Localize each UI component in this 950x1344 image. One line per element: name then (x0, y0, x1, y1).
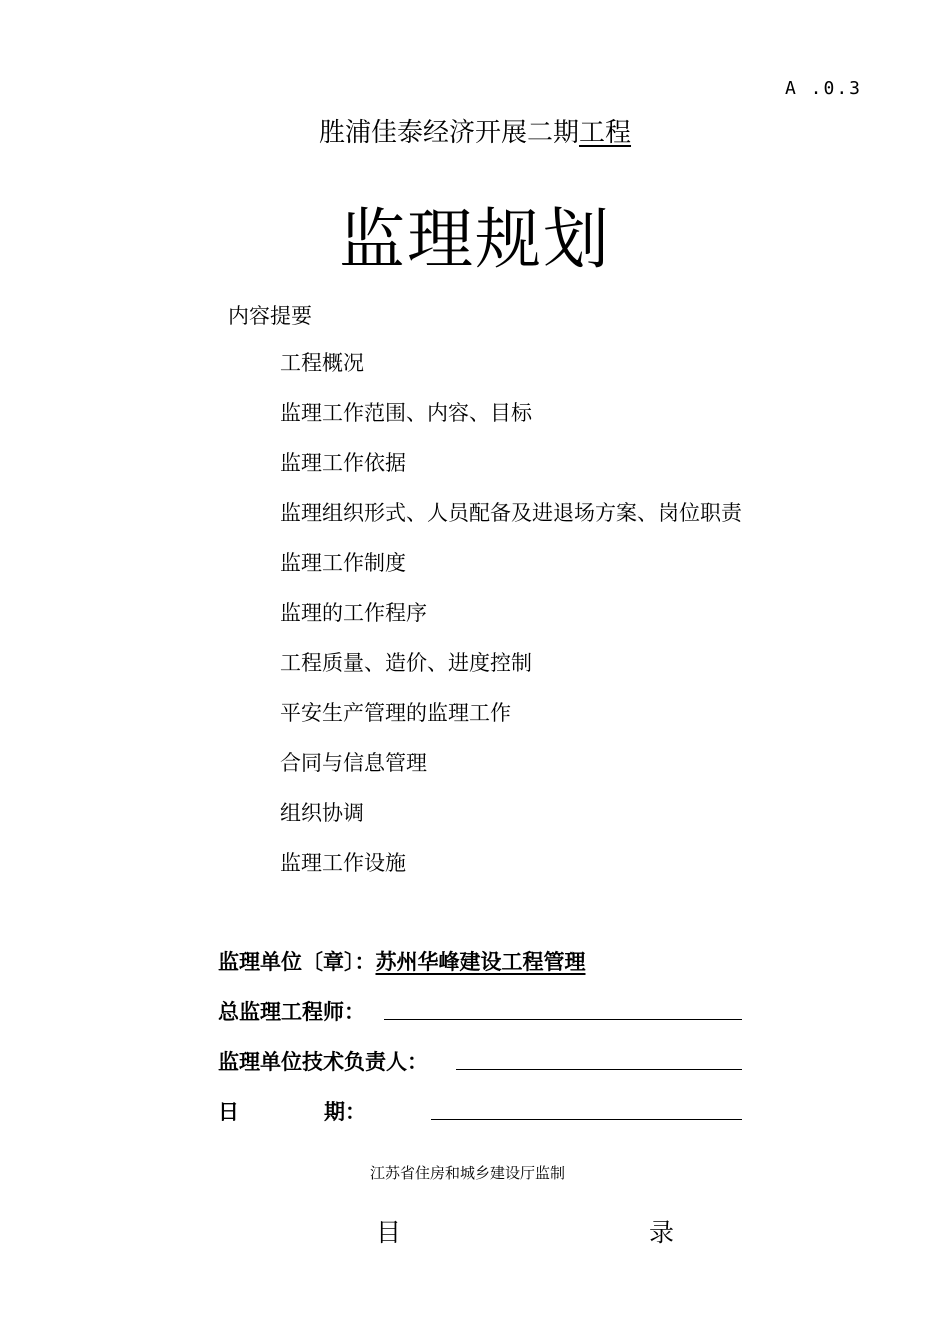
document-code: A .0.3 (784, 78, 862, 99)
summary-item: 监理工作制度 (280, 551, 406, 575)
summary-item: 监理工作范围、内容、目标 (280, 401, 532, 425)
summary-item: 合同与信息管理 (280, 751, 427, 775)
summary-item: 监理的工作程序 (280, 601, 427, 625)
supervision-unit-row (218, 946, 586, 976)
summary-item: 组织协调 (280, 801, 364, 825)
summary-item: 平安生产管理的监理工作 (280, 701, 511, 725)
date-label-second: 期： (324, 1100, 366, 1124)
chief-engineer-signature-line (384, 1019, 742, 1020)
contents-heading-second: 录 (649, 1218, 675, 1247)
issuer-footer: 江苏省住房和城乡建设厅监制 (369, 1164, 565, 1182)
contents-heading-first: 目 (376, 1218, 402, 1247)
project-name-prefix: 胜浦佳泰经济开展二期 (318, 118, 579, 148)
supervision-unit-value: 苏州华峰建设工程管理 (375, 950, 586, 974)
date-line (431, 1119, 742, 1120)
summary-item: 工程概况 (280, 351, 364, 375)
project-name-suffix: 工程 (579, 118, 632, 148)
chief-engineer-label: 总监理工程师： (218, 1000, 365, 1024)
date-label-first: 日 (218, 1100, 239, 1124)
summary-item: 监理工作设施 (280, 851, 406, 875)
summary-list (280, 348, 742, 898)
document-title: 监理规划 (339, 201, 611, 278)
technical-lead-label: 监理单位技术负责人： (218, 1050, 428, 1074)
summary-item: 工程质量、造价、进度控制 (280, 651, 532, 675)
supervision-unit-label: 监理单位〔章〕： (218, 950, 376, 974)
summary-heading: 内容提要 (228, 304, 312, 328)
technical-lead-signature-line (456, 1069, 742, 1070)
project-name (0, 112, 950, 149)
summary-item: 监理组织形式、人员配备及进退场方案、岗位职责 (280, 501, 742, 525)
summary-item: 监理工作依据 (280, 451, 406, 475)
